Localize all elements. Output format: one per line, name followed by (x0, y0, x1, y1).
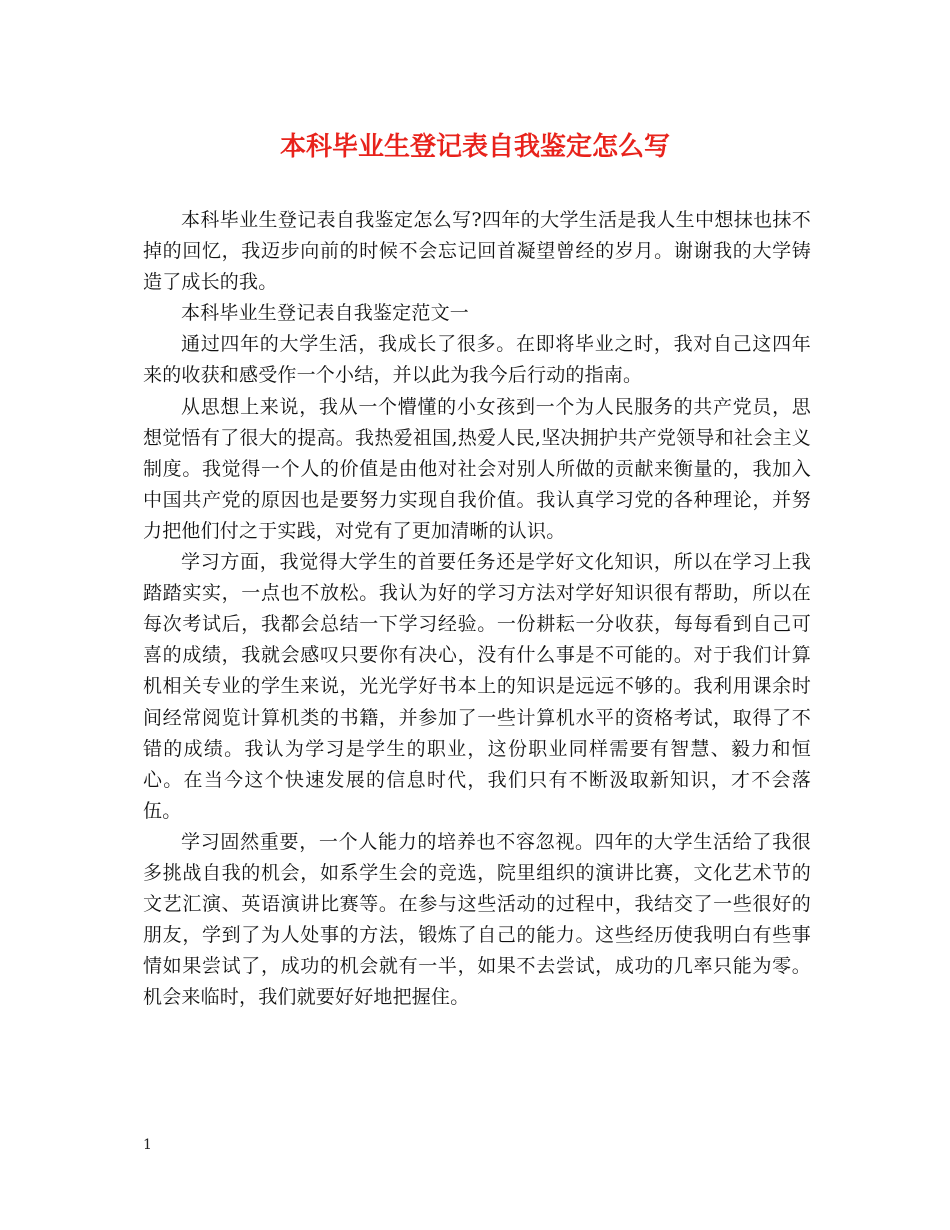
body-paragraph-ideology: 从思想上来说，我从一个懵懂的小女孩到一个为人民服务的共产党员，思想觉悟有了很大的提高。我热爱祖国,热爱人民,坚决拥护共产党领导和社会主义制度。我觉得一个人的价值是由他对社会对别人所做的贡献来衡量的，我加入中国共产党的原因也是要努力实现自我价值。我认真学习党的各种理论，并努力把他们付之于实践，对党有了更加清晰的认识。 (143, 395, 811, 542)
page-number: 1 (143, 1137, 152, 1153)
document-body (143, 205, 811, 1013)
intro-paragraph: 本科毕业生登记表自我鉴定怎么写?四年的大学生活是我人生中想抹也抹不掉的回忆，我迈步向前的时候不会忘记回首凝望曾经的岁月。谢谢我的大学铸造了成长的我。 (143, 209, 811, 294)
body-paragraph-ability: 学习固然重要，一个人能力的培养也不容忽视。四年的大学生活给了我很多挑战自我的机会，如系学生会的竞选，院里组织的演讲比赛，文化艺术节的文艺汇演、英语演讲比赛等。在参与这些活动的过程中，我结交了一些很好的朋友，学到了为人处事的方法，锻炼了自己的能力。这些经历使我明白有些事情如果尝试了，成功的机会就有一半，如果不去尝试，成功的几率只能为零。机会来临时，我们就要好好地把握住。 (143, 830, 811, 1009)
sample-heading: 本科毕业生登记表自我鉴定范文一 (181, 302, 470, 325)
body-paragraph-summary: 通过四年的大学生活，我成长了很多。在即将毕业之时，我对自己这四年来的收获和感受作一个小结，并以此为我今后行动的指南。 (143, 333, 811, 387)
body-paragraph-study: 学习方面，我觉得大学生的首要任务还是学好文化知识，所以在学习上我踏踏实实，一点也不放松。我认为好的学习方法对学好知识很有帮助，所以在每次考试后，我都会总结一下学习经验。一份耕耘一分收获，每每看到自己可喜的成绩，我就会感叹只要你有决心，没有什么事是不可能的。对于我们计算机相关专业的学生来说，光光学好书本上的知识是远远不够的。我利用课余时间经常阅览计算机类的书籍，并参加了一些计算机水平的资格考试，取得了不错的成绩。我认为学习是学生的职业，这份职业同样需要有智慧、毅力和恒心。在当今这个快速发展的信息时代，我们只有不断汲取新知识，才不会落伍。 (143, 551, 811, 822)
document-title: 本科毕业生登记表自我鉴定怎么写 (279, 132, 670, 162)
